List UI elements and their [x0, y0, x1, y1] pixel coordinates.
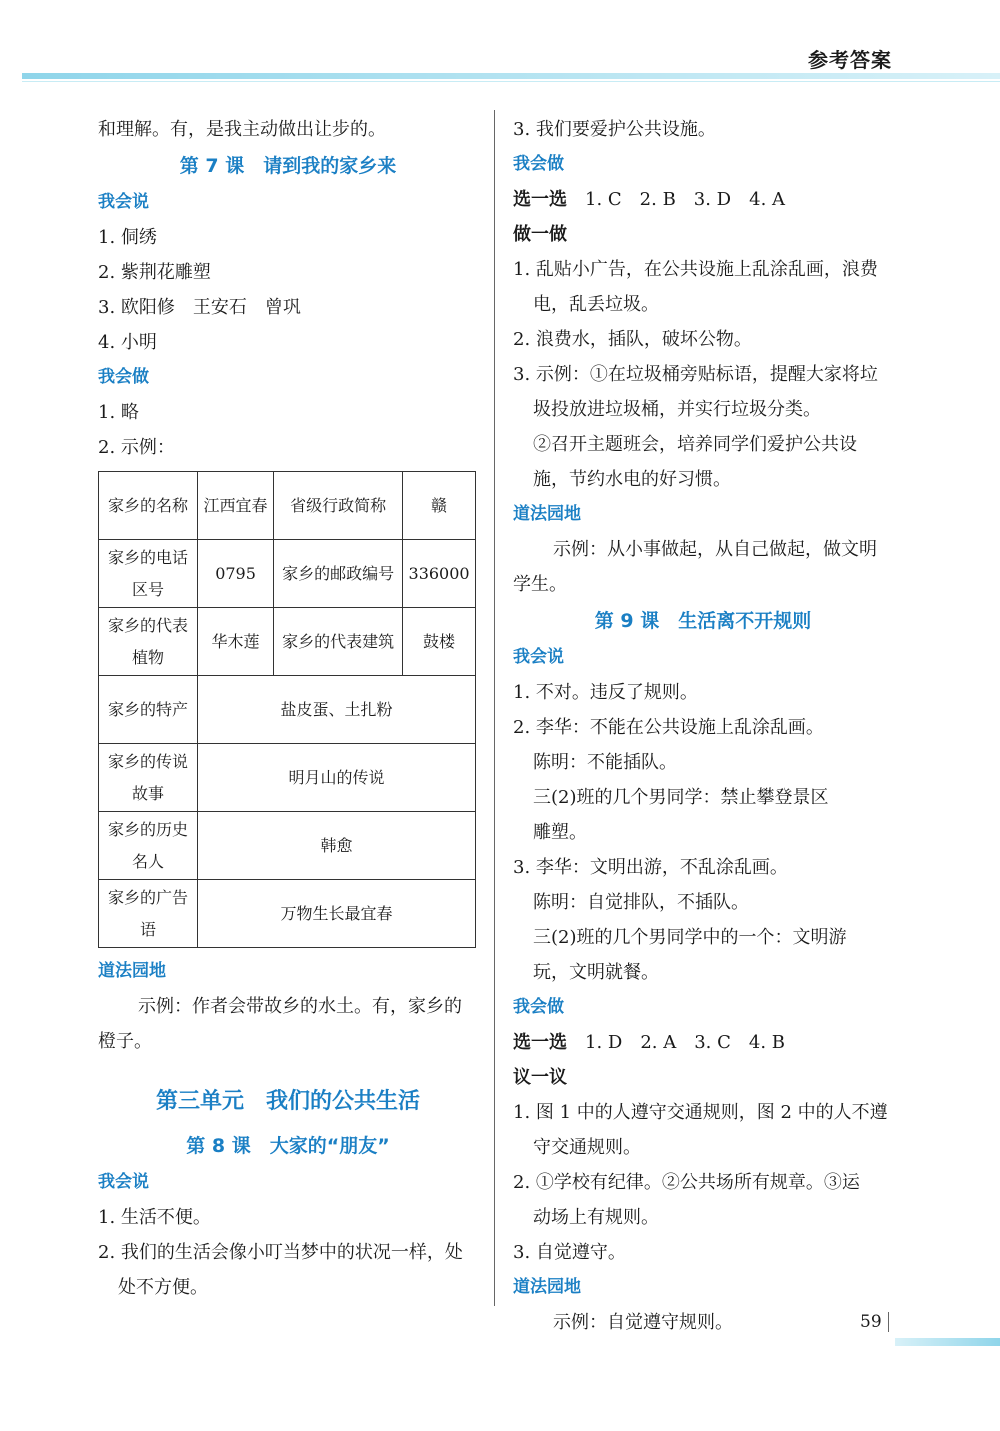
answer-line: 3. 欧阳修 王安石 曾巩 [98, 297, 301, 318]
lesson-9-title: 第 9 课 生活离不开规则 [594, 610, 812, 632]
choose-label: 选一选 [513, 189, 567, 210]
answer-line: 处不方便。 [118, 1277, 208, 1298]
table-cell: 家乡的代表植物 [99, 608, 198, 676]
table-cell: 万物生长最宜春 [198, 880, 476, 948]
section-heading: 我会说 [98, 192, 149, 212]
answer-line: 1. 图 1 中的人遵守交通规则，图 2 中的人不遵 [513, 1102, 888, 1123]
answer-line: 示例：从小事做起，从自己做起，做文明 [553, 539, 877, 560]
table-cell: 韩愈 [198, 812, 476, 880]
table-cell: 0795 [198, 540, 274, 608]
choose-label: 选一选 [513, 1032, 567, 1053]
answer-line: 示例：自觉遵守规则。 [553, 1312, 733, 1333]
answer-line: 1. 不对。违反了规则。 [513, 682, 698, 703]
lesson-8-title: 第 8 课 大家的“朋友” [186, 1135, 390, 1157]
table-row [99, 608, 476, 676]
table-cell: 336000 [403, 540, 476, 608]
right-column [513, 112, 893, 1340]
page-number-divider [888, 1312, 889, 1332]
column-divider [494, 110, 495, 1306]
table-cell: 赣 [403, 472, 476, 540]
table-cell: 鼓楼 [403, 608, 476, 676]
table-cell: 江西宜春 [198, 472, 274, 540]
header-band-line [22, 81, 1000, 82]
answer-line: 橙子。 [98, 1031, 152, 1052]
answer-line: 1. 略 [98, 402, 139, 423]
answer-line: 施，节约水电的好习惯。 [533, 469, 731, 490]
answer-line: 1. 乱贴小广告，在公共设施上乱涂乱画，浪费 [513, 259, 878, 280]
table-cell: 家乡的代表建筑 [274, 608, 403, 676]
table-cell: 家乡的传说故事 [99, 744, 198, 812]
table-row [99, 540, 476, 608]
unit-title: 第三单元 我们的公共生活 [155, 1089, 420, 1114]
table-cell: 家乡的历史名人 [99, 812, 198, 880]
section-heading: 道法园地 [98, 961, 166, 981]
section-heading: 我会说 [98, 1172, 149, 1192]
lesson-7-title: 第 7 课 请到我的家乡来 [179, 155, 397, 177]
answer-line: 2. 浪费水，插队，破坏公物。 [513, 329, 752, 350]
answer-line: 2. ①学校有纪律。②公共场所有规章。③运 [513, 1172, 860, 1193]
choice-line [513, 1025, 893, 1060]
answer-line: 电，乱丢垃圾。 [533, 294, 659, 315]
answer-line: 雕塑。 [533, 822, 587, 843]
table-row [99, 676, 476, 744]
table-row [99, 472, 476, 540]
section-heading: 我会做 [513, 997, 564, 1017]
answer-line: 1. 生活不便。 [98, 1207, 211, 1228]
answer-line: 1. 侗绣 [98, 227, 157, 248]
section-heading: 我会做 [513, 154, 564, 174]
header-band [22, 73, 1000, 79]
footer-band [895, 1338, 1000, 1346]
answer-line: 3. 自觉遵守。 [513, 1242, 626, 1263]
section-heading: 道法园地 [513, 504, 581, 524]
table-cell: 家乡的广告语 [99, 880, 198, 948]
answer-line: 2. 我们的生活会像小叮当梦中的状况一样，处 [98, 1242, 463, 1263]
answer-line: 4. 小明 [98, 332, 157, 353]
answer-line: 圾投放进垃圾桶，并实行垃圾分类。 [533, 399, 821, 420]
do-label: 做一做 [513, 224, 567, 245]
table-cell: 家乡的电话区号 [99, 540, 198, 608]
answer-line: 动场上有规则。 [533, 1207, 659, 1228]
section-heading: 道法园地 [513, 1277, 581, 1297]
answer-line: ②召开主题班会，培养同学们爱护公共设 [533, 434, 857, 455]
choice-line [513, 182, 893, 217]
answer-line: 2. 示例： [98, 437, 175, 458]
answer-line: 2. 李华：不能在公共设施上乱涂乱画。 [513, 717, 824, 738]
table-row [99, 880, 476, 948]
table-row [99, 744, 476, 812]
table-row [99, 812, 476, 880]
answer-line: 陈明：不能插队。 [533, 752, 677, 773]
answer-line: 守交通规则。 [533, 1137, 641, 1158]
answer-line: 3. 示例：①在垃圾桶旁贴标语，提醒大家将垃 [513, 364, 878, 385]
answer-line: 示例：作者会带故乡的水土。有，家乡的 [138, 996, 462, 1017]
table-cell: 家乡的名称 [99, 472, 198, 540]
section-heading: 我会做 [98, 367, 149, 387]
discuss-label: 议一议 [513, 1067, 567, 1088]
answer-line: 3. 李华：文明出游，不乱涂乱画。 [513, 857, 788, 878]
answer-line: 陈明：自觉排队，不插队。 [533, 892, 749, 913]
left-column [98, 112, 478, 1305]
table-cell: 省级行政简称 [274, 472, 403, 540]
page-header-title: 参考答案 [808, 48, 892, 72]
answer-line: 三(2)班的几个男同学：禁止攀登景区 [533, 787, 829, 808]
section-heading: 我会说 [513, 647, 564, 667]
intro-text: 和理解。有，是我主动做出让步的。 [98, 119, 386, 140]
table-cell: 家乡的邮政编号 [274, 540, 403, 608]
answer-line: 三(2)班的几个男同学中的一个：文明游 [533, 927, 847, 948]
answer-line: 2. 紫荆花雕塑 [98, 262, 211, 283]
page-number: 59 [860, 1312, 882, 1332]
table-cell: 盐皮蛋、土扎粉 [198, 676, 476, 744]
choice-answers: 1. C 2. B 3. D 4. A [585, 189, 786, 210]
table-cell: 家乡的特产 [99, 676, 198, 744]
answer-line: 玩，文明就餐。 [533, 962, 659, 983]
hometown-table [98, 471, 476, 948]
table-cell: 华木莲 [198, 608, 274, 676]
answer-line: 学生。 [513, 574, 567, 595]
table-cell: 明月山的传说 [198, 744, 476, 812]
choice-answers: 1. D 2. A 3. C 4. B [585, 1032, 786, 1053]
answer-line: 3. 我们要爱护公共设施。 [513, 119, 716, 140]
